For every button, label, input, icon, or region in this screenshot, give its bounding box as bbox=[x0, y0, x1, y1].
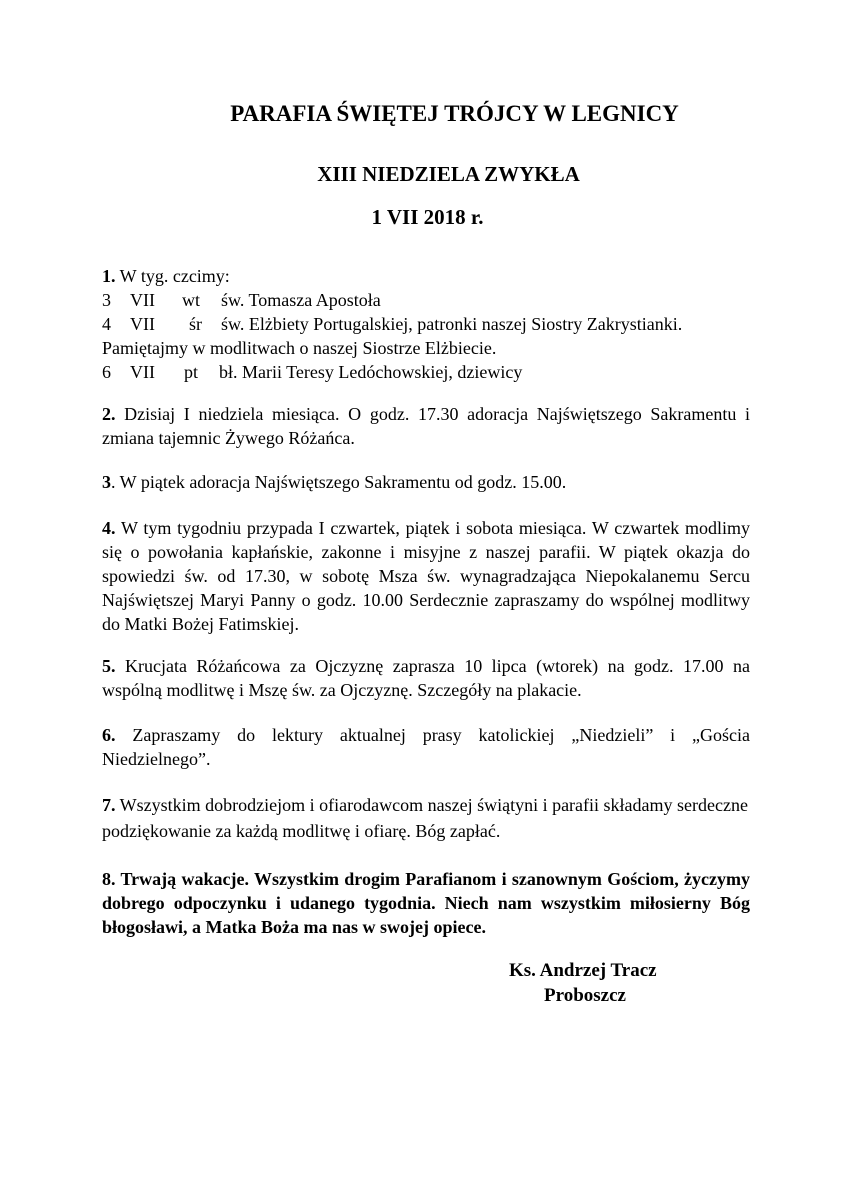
item-4-text: W tym tygodniu przypada I czwartek, piątek i sobota miesiąca. W czwartek modlimy się o powołania kapłańskie, zakonne i misyjne z naszej parafii. W piątek okazja do spowiedzi św. od 17.30, w sobotę Msza św. wynagradzająca Niepokalanemu Sercu Najświętszej Maryi Panny o godz. 10.00 Serdecznie zapraszamy do wspólnej modlitwy do Matki Bożej Fatimskiej. bbox=[102, 518, 750, 634]
item-5-text: Krucjata Różańcowa za Ojczyznę zaprasza 10 lipca (wtorek) na godz. 17.00 na wspólną modlitwę i Mszę św. za Ojczyznę. Szczegóły na plakacie. bbox=[102, 656, 750, 700]
feast-name: św. Elżbiety Portugalskiej, patronki naszej Siostry Zakrystianki. bbox=[221, 314, 683, 334]
item-8-text: Trwają wakacje. Wszystkim drogim Parafianom i szanownym Gościom, życzymy dobrego odpoczynku i udanego tygodnia. Niech nam wszystkim miłosierny Bóg błogosławi, a Matka Boża ma nas w swojej opiece. bbox=[102, 869, 750, 937]
feast-day: 6 bbox=[102, 362, 111, 382]
signature-name: Ks. Andrzej Tracz bbox=[509, 960, 657, 981]
item-5 bbox=[102, 654, 750, 702]
feast-month: VII bbox=[130, 290, 155, 310]
item-7 bbox=[102, 792, 750, 844]
item-3 bbox=[102, 470, 750, 494]
feast-month: VII bbox=[130, 362, 155, 382]
item-6 bbox=[102, 723, 750, 771]
item-6-number: 6. bbox=[102, 725, 116, 745]
item-1-prayer: Pamiętajmy w modlitwach o naszej Siostrze Elżbiecie. bbox=[102, 338, 497, 358]
item-5-number: 5. bbox=[102, 656, 116, 676]
item-3-text: . W piątek adoracja Najświętszego Sakramentu od godz. 15.00. bbox=[111, 472, 567, 492]
feast-name: bł. Marii Teresy Ledóchowskiej, dziewicy bbox=[219, 362, 523, 382]
feast-weekday: wt bbox=[182, 290, 200, 310]
feast-name: św. Tomasza Apostoła bbox=[221, 290, 381, 310]
feast-day: 4 bbox=[102, 314, 111, 334]
signature-title: Proboszcz bbox=[544, 985, 626, 1006]
item-8 bbox=[102, 867, 750, 939]
parish-title: PARAFIA ŚWIĘTEJ TRÓJCY W LEGNICY bbox=[230, 101, 679, 126]
feast-weekday: pt bbox=[184, 362, 199, 382]
item-2-number: 2. bbox=[102, 404, 116, 424]
item-7-text: Wszystkim dobrodziejom i ofiarodawcom naszej świątyni i parafii składamy serdeczne podziękowanie za każdą modlitwę i ofiarę. Bóg zapłać. bbox=[102, 795, 748, 841]
item-1-number: 1. bbox=[102, 266, 116, 286]
sunday-title: XIII NIEDZIELA ZWYKŁA bbox=[317, 162, 580, 186]
item-2-text: Dzisiaj I niedziela miesiąca. O godz. 17.30 adoracja Najświętszego Sakramentu i zmiana tajemnic Żywego Różańca. bbox=[102, 404, 750, 448]
item-4-number: 4. bbox=[102, 518, 116, 538]
date-title: 1 VII 2018 r. bbox=[371, 205, 484, 229]
item-4 bbox=[102, 516, 750, 636]
item-3-number: 3 bbox=[102, 472, 111, 492]
item-7-number: 7. bbox=[102, 795, 116, 815]
item-6-text: Zapraszamy do lektury aktualnej prasy katolickiej „Niedzieli” i „Gościa Niedzielnego”. bbox=[102, 725, 750, 769]
feast-weekday: śr bbox=[189, 314, 202, 334]
item-1-text: W tyg. czcimy: bbox=[115, 266, 230, 286]
feast-month: VII bbox=[130, 314, 155, 334]
item-1-intro bbox=[102, 264, 750, 288]
item-8-number: 8. bbox=[102, 869, 116, 889]
feast-day: 3 bbox=[102, 290, 111, 310]
item-2 bbox=[102, 402, 750, 450]
